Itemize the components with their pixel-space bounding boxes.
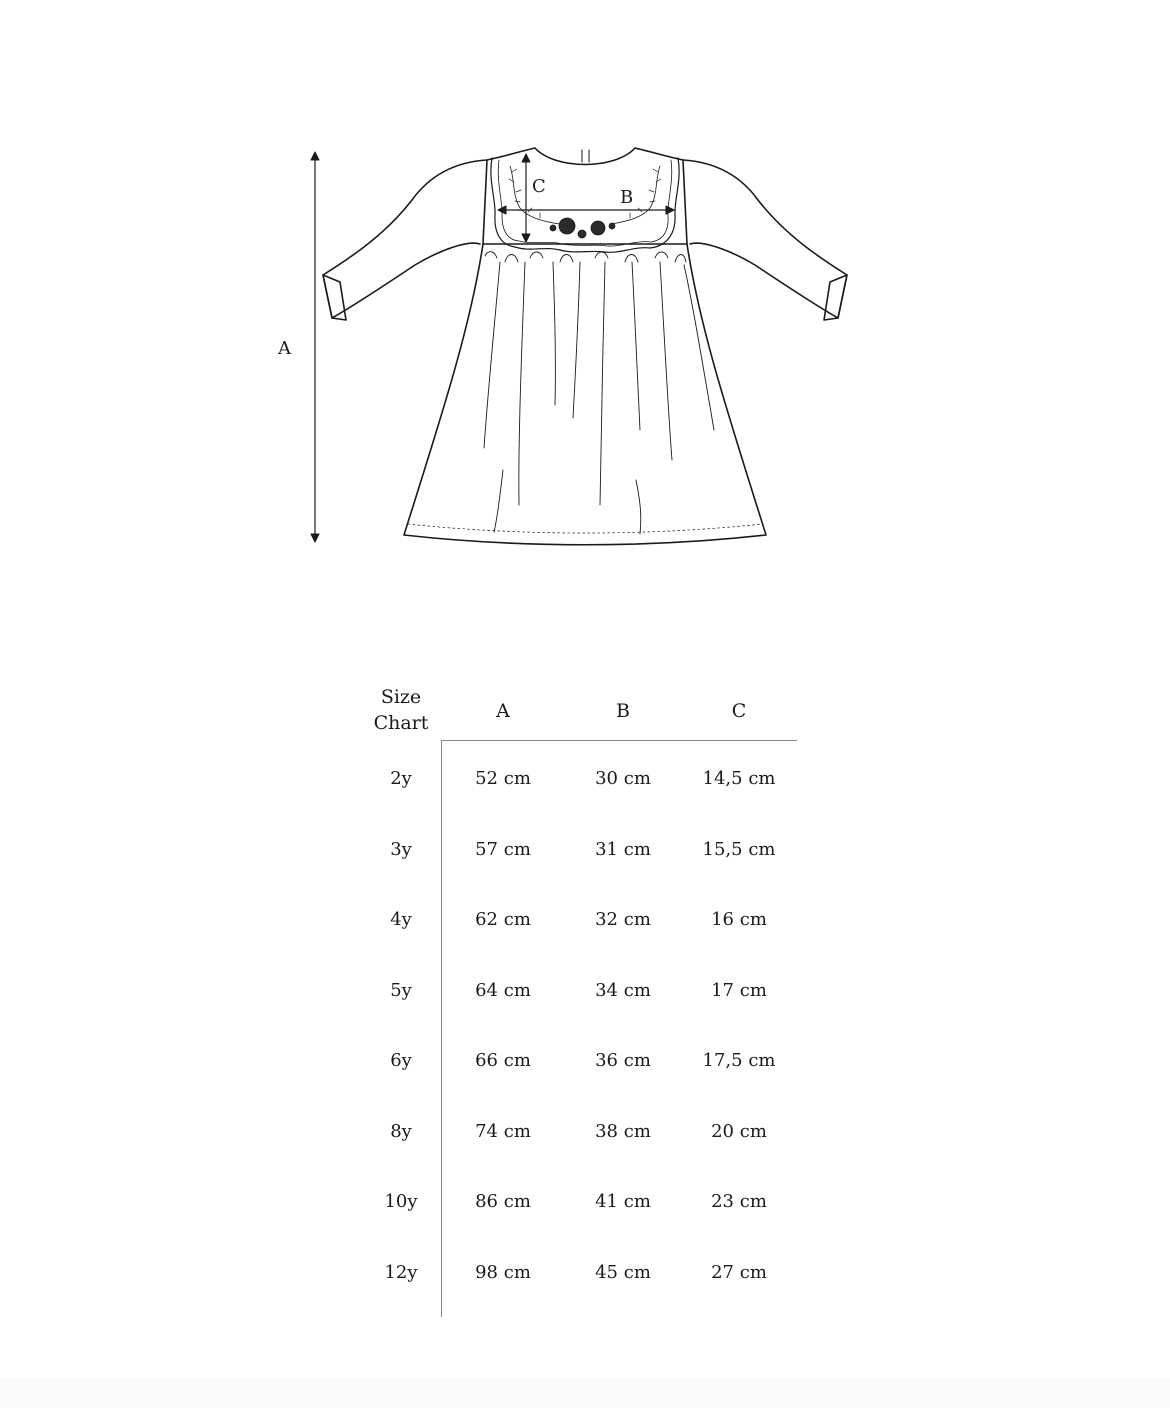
size-chart-corner-line1: Size [380, 686, 422, 708]
measure-c-cell: 17,5 cm [702, 1050, 776, 1071]
left-cuff [323, 275, 346, 320]
measure-c-cell: 16 cm [711, 909, 767, 930]
size-cell: 4y [390, 909, 412, 930]
size-cell: 6y [390, 1050, 412, 1071]
size-chart-corner-line2: Chart [373, 712, 429, 734]
size-cell: 5y [390, 980, 412, 1001]
back-placket [582, 150, 589, 162]
measure-b-cell: 41 cm [595, 1191, 651, 1212]
page-footer-band [0, 1378, 1170, 1408]
measure-a-cell: 74 cm [475, 1121, 531, 1142]
measure-b-cell: 32 cm [595, 909, 651, 930]
right-cuff [824, 275, 847, 320]
skirt-outline [404, 244, 766, 545]
dimension-a-arrow-bottom [311, 534, 319, 542]
measure-b-cell: 36 cm [595, 1050, 651, 1071]
measure-a-cell: 86 cm [475, 1191, 531, 1212]
measure-a-cell: 57 cm [475, 839, 531, 860]
measure-b-cell: 38 cm [595, 1121, 651, 1142]
size-cell: 3y [390, 839, 412, 860]
measure-a-cell: 64 cm [475, 980, 531, 1001]
dimension-c-arrow-bottom [522, 234, 530, 242]
measure-c-cell: 17 cm [711, 980, 767, 1001]
dimension-a-arrow-top [311, 152, 319, 160]
skirt-hem-stitch [408, 524, 762, 533]
size-chart-table [360, 680, 800, 1320]
dress-measurement-diagram [0, 0, 1170, 600]
measure-b-cell: 30 cm [595, 768, 651, 789]
embroidered-roses [550, 218, 615, 238]
measure-a-cell: 98 cm [475, 1262, 531, 1283]
bib-collar [491, 158, 679, 252]
table-row [360, 1258, 800, 1288]
measure-a-cell: 66 cm [475, 1050, 531, 1071]
dimension-b-arrow-right [666, 206, 674, 214]
dimension-b-label: B [620, 187, 634, 208]
dimension-c-label: C [532, 176, 546, 197]
table-row [360, 976, 800, 1006]
embroidery-vine-right [610, 166, 660, 224]
table-row-header-divider [441, 741, 442, 1317]
left-sleeve [323, 160, 487, 318]
table-row [360, 835, 800, 865]
size-cell: 12y [384, 1262, 418, 1283]
table-row [360, 1046, 800, 1076]
neckline [487, 148, 683, 165]
measure-b-cell: 45 cm [595, 1262, 651, 1283]
table-row [360, 764, 800, 794]
table-row [360, 1117, 800, 1147]
measure-b-cell: 34 cm [595, 980, 651, 1001]
measure-b-cell: 31 cm [595, 839, 651, 860]
size-cell: 2y [390, 768, 412, 789]
size-chart-corner-header [360, 684, 442, 736]
measure-c-cell: 20 cm [711, 1121, 767, 1142]
size-cell: 8y [390, 1121, 412, 1142]
size-cell: 10y [384, 1191, 418, 1212]
table-header-divider [441, 740, 797, 741]
measure-a-cell: 52 cm [475, 768, 531, 789]
measure-c-cell: 14,5 cm [702, 768, 776, 789]
measure-a-cell: 62 cm [475, 909, 531, 930]
column-header-a: A [496, 700, 510, 722]
measure-c-cell: 27 cm [711, 1262, 767, 1283]
measure-c-cell: 15,5 cm [702, 839, 776, 860]
dimension-a-label: A [278, 338, 291, 359]
column-header-b: B [616, 700, 630, 722]
dimension-c-arrow-top [522, 154, 530, 162]
table-row [360, 905, 800, 935]
table-row [360, 1187, 800, 1217]
column-header-c: C [731, 700, 747, 722]
right-sleeve [683, 160, 847, 318]
measure-c-cell: 23 cm [711, 1191, 767, 1212]
skirt-gathers [484, 252, 714, 534]
